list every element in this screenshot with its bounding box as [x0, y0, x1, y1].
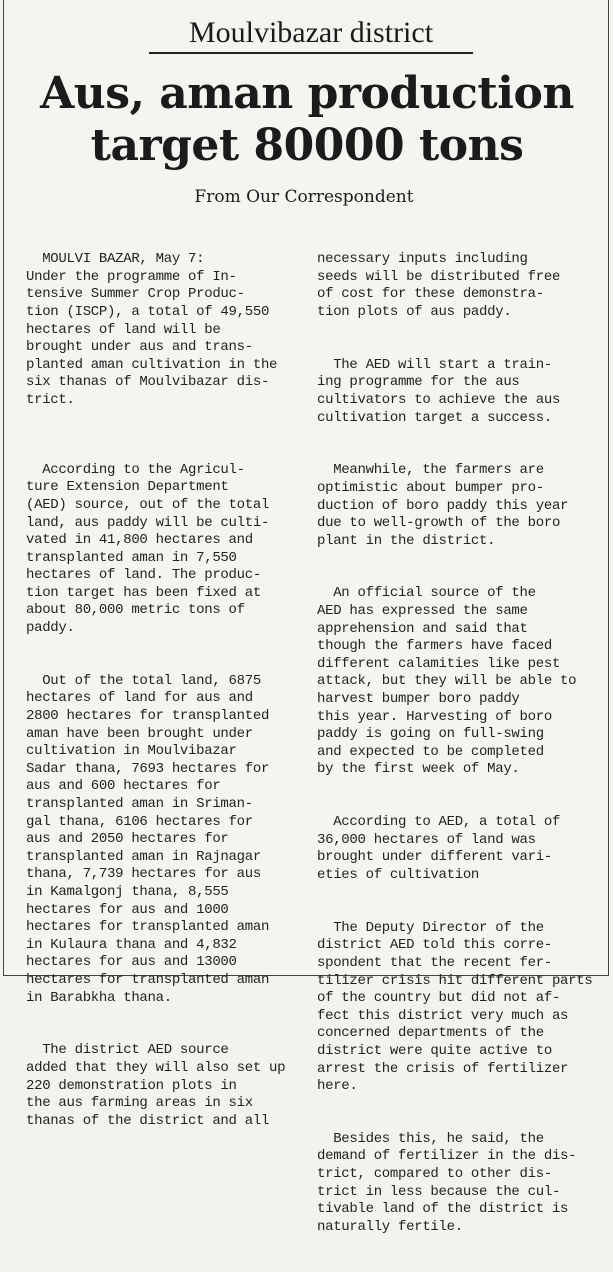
- paragraph: Out of the total land, 6875 hectares of land for aus and 2800 hectares for transplanted aman have been brought under cultivation in Moulvibazar Sadar thana, 7693 hectares for aus and 600 hectares for transplanted aman in Sriman- gal thana, 6106 hectares for aus and 2050 hectares for transplanted aman in Rajnagar thana, 7,739 hectares for aus in Kamalgonj thana, 8,555 hectares for aus and 1000 hectares for transplanted aman in Kulaura thana and 4,832 hectares for aus and 13000 hectares for transplanted aman in Barabkha thana.: [26, 672, 270, 1006]
- paragraph: According to the Agricul- ture Extension Department (AED) source, out of the total land, aus paddy will be culti- vated in 41,800 hectares and transplanted aman in 7,550 hectares of land. The produc- tion target has been fixed at about 80,000 metric tons of paddy.: [26, 461, 270, 637]
- paragraph: The Deputy Director of the district AED told this corre- spondent that the recent fer- tilizer crisis hit different parts of the country but did not af- fect this district very much as concerned departments of the district were quite active to arrest the crisis of fertilizer here.: [317, 919, 593, 1095]
- paragraph: According to AED, a total of 36,000 hectares of land was brought under different vari- eties of cultivation: [317, 814, 561, 883]
- article-column-2: [317, 216, 597, 1272]
- section-kicker: Moulvibazar district: [149, 14, 473, 54]
- headline-line-2: target 80000 tons: [90, 120, 524, 171]
- news-clipping: [3, 0, 609, 1235]
- paragraph: necessary inputs including seeds will be distributed free of cost for these demonstra- tion plots of aus paddy.: [317, 251, 561, 320]
- paragraph: The AED will start a train- ing programme for the aus cultivators to achieve the aus cultivation target a success.: [317, 356, 561, 426]
- paragraph: Meanwhile, the farmers are optimistic about bumper pro- duction of boro paddy this year due to well-growth of the boro plant in the district.: [317, 462, 569, 549]
- paragraph: An official source of the AED has expressed the same apprehension and said that though the farmers have faced different calamities like pest attack, but they will be able to harvest bumper boro paddy this year. Harvesting of boro paddy is going on full-swing and expected to be completed by the first week of May.: [317, 585, 577, 778]
- headline-line-1: Aus, aman production: [40, 68, 574, 119]
- byline: From Our Correspondent: [194, 187, 414, 207]
- paragraph: MOULVI BAZAR, May 7: Under the programme of In- tensive Summer Crop Produc- tion (ISCP), a total of 49,550 hectares of land will be brought under aus and trans- planted aman cultivation in the six thanas of Moulvibazar dis- trict.: [26, 251, 278, 408]
- article-column-1: [26, 216, 296, 1165]
- paragraph: The district AED source added that they will also set up 220 demonstration plots in the aus farming areas in six thanas of the district and all: [26, 1042, 286, 1129]
- headline: [4, 68, 610, 172]
- paragraph: Besides this, he said, the demand of fertilizer in the dis- trict, compared to other dis- trict in less because the cul- tivable land of the district is naturally fertile.: [317, 1130, 577, 1235]
